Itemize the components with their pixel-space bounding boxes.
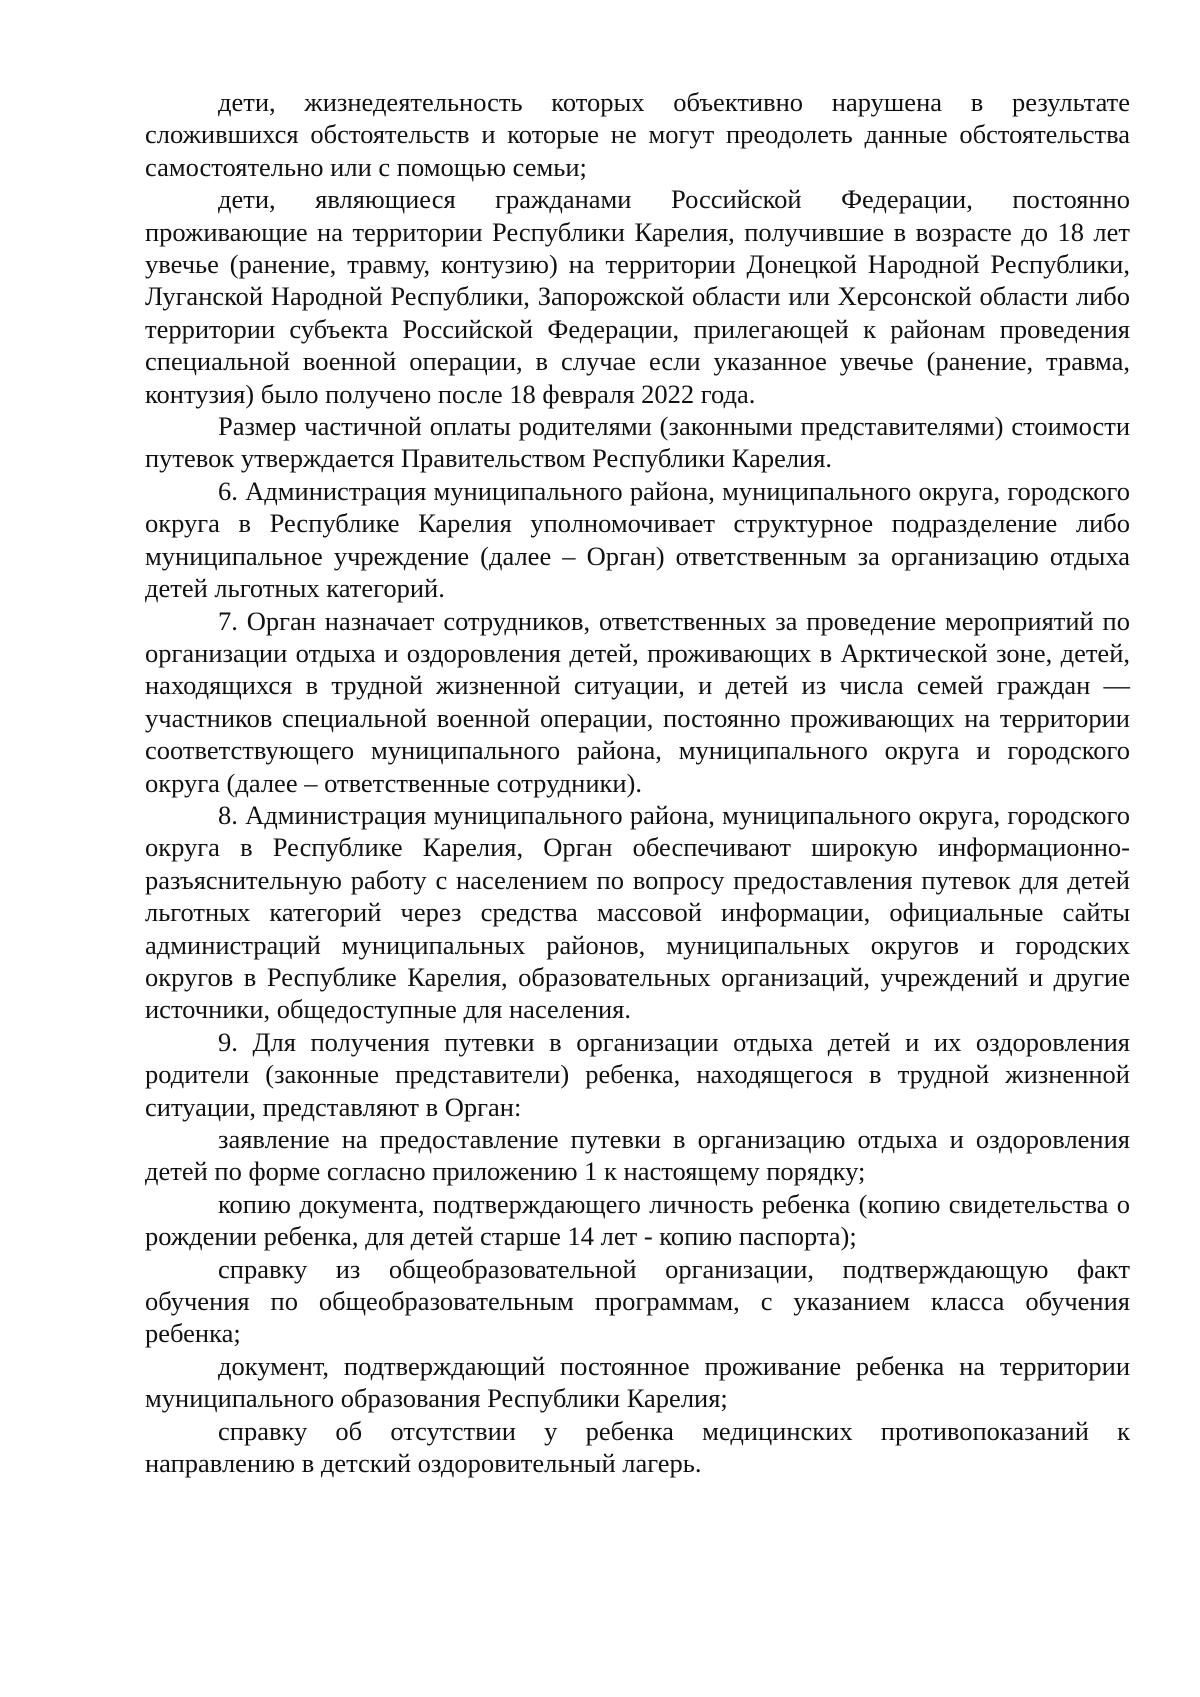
paragraph-eligible-children-injured: дети, являющиеся гражданами Российской Федерации, постоянно проживающие на территории Республики Карелия, получившие в возрасте до 18 лет увечье (ранение, травму, контузию) на территории Донецкой Народной Республики, Луганской Народной Республики, Запорожской области или Херсонской области либо территории субъекта Российской Федерации, прилегающей к районам проведения специальной военной операции, в случае если указанное увечье (ранение, травма, контузия) было получено после 18 февраля 2022 года. xyxy=(145,184,1130,409)
paragraph-application: заявление на предоставление путевки в организацию отдыха и оздоровления детей по форме согласно приложению 1 к настоящему порядку; xyxy=(145,1124,1130,1187)
paragraph-partial-payment: Размер частичной оплаты родителями (законными представителями) стоимости путевок утверждается Правительством Республики Карелия. xyxy=(145,411,1130,474)
paragraph-item-9: 9. Для получения путевки в организации отдыха детей и их оздоровления родители (законные представители) ребенка, находящегося в трудной жизненной ситуации, представляют в Орган: xyxy=(145,1026,1130,1122)
paragraph-item-6: 6. Администрация муниципального района, муниципального округа, городского округа в Республике Карелия уполномочивает структурное подразделение либо муниципальное учреждение (далее – Орган) ответственным за организацию отдыха детей льготных категорий. xyxy=(145,475,1130,604)
paragraph-eligible-children-hardship: дети, жизнедеятельность которых объективно нарушена в результате сложившихся обстоятельств и которые не могут преодолеть данные обстоятельства самостоятельно или с помощью семьи; xyxy=(145,87,1130,182)
paragraph-medical-certificate: справку об отсутствии у ребенка медицинских противопоказаний к направлению в детский оздоровительный лагерь. xyxy=(145,1415,1130,1479)
paragraph-identity-document: копию документа, подтверждающего личность ребенка (копию свидетельства о рождении ребенка, для детей старше 14 лет - копию паспорта); xyxy=(145,1188,1130,1252)
paragraph-item-7: 7. Орган назначает сотрудников, ответственных за проведение мероприятий по организации отдыха и оздоровления детей, проживающих в Арктической зоне, детей, находящихся в трудной жизненной ситуации, и детей из числа семей граждан — участников специальной военной операции, постоянно проживающих на территории соответствующего муниципального района, муниципального округа и городского округа (далее – ответственные сотрудники). xyxy=(145,605,1130,798)
document-body xyxy=(145,86,1130,1479)
paragraph-item-8: 8. Администрация муниципального района, муниципального округа, городского округа в Республике Карелия, Орган обеспечивают широкую информационно-разъяснительную работу с населением по вопросу предоставления путевок для детей льготных категорий через средства массовой информации, официальные сайты администраций муниципальных районов, муниципальных округов и городских округов в Республике Карелия, образовательных организаций, учреждений и другие источники, общедоступные для населения. xyxy=(145,799,1130,1025)
paragraph-school-certificate: справку из общеобразовательной организации, подтверждающую факт обучения по общеобразовательным программам, с указанием класса обучения ребенка; xyxy=(145,1253,1130,1349)
paragraph-residence-document: документ, подтверждающий постоянное проживание ребенка на территории муниципального образования Республики Карелия; xyxy=(145,1350,1130,1414)
